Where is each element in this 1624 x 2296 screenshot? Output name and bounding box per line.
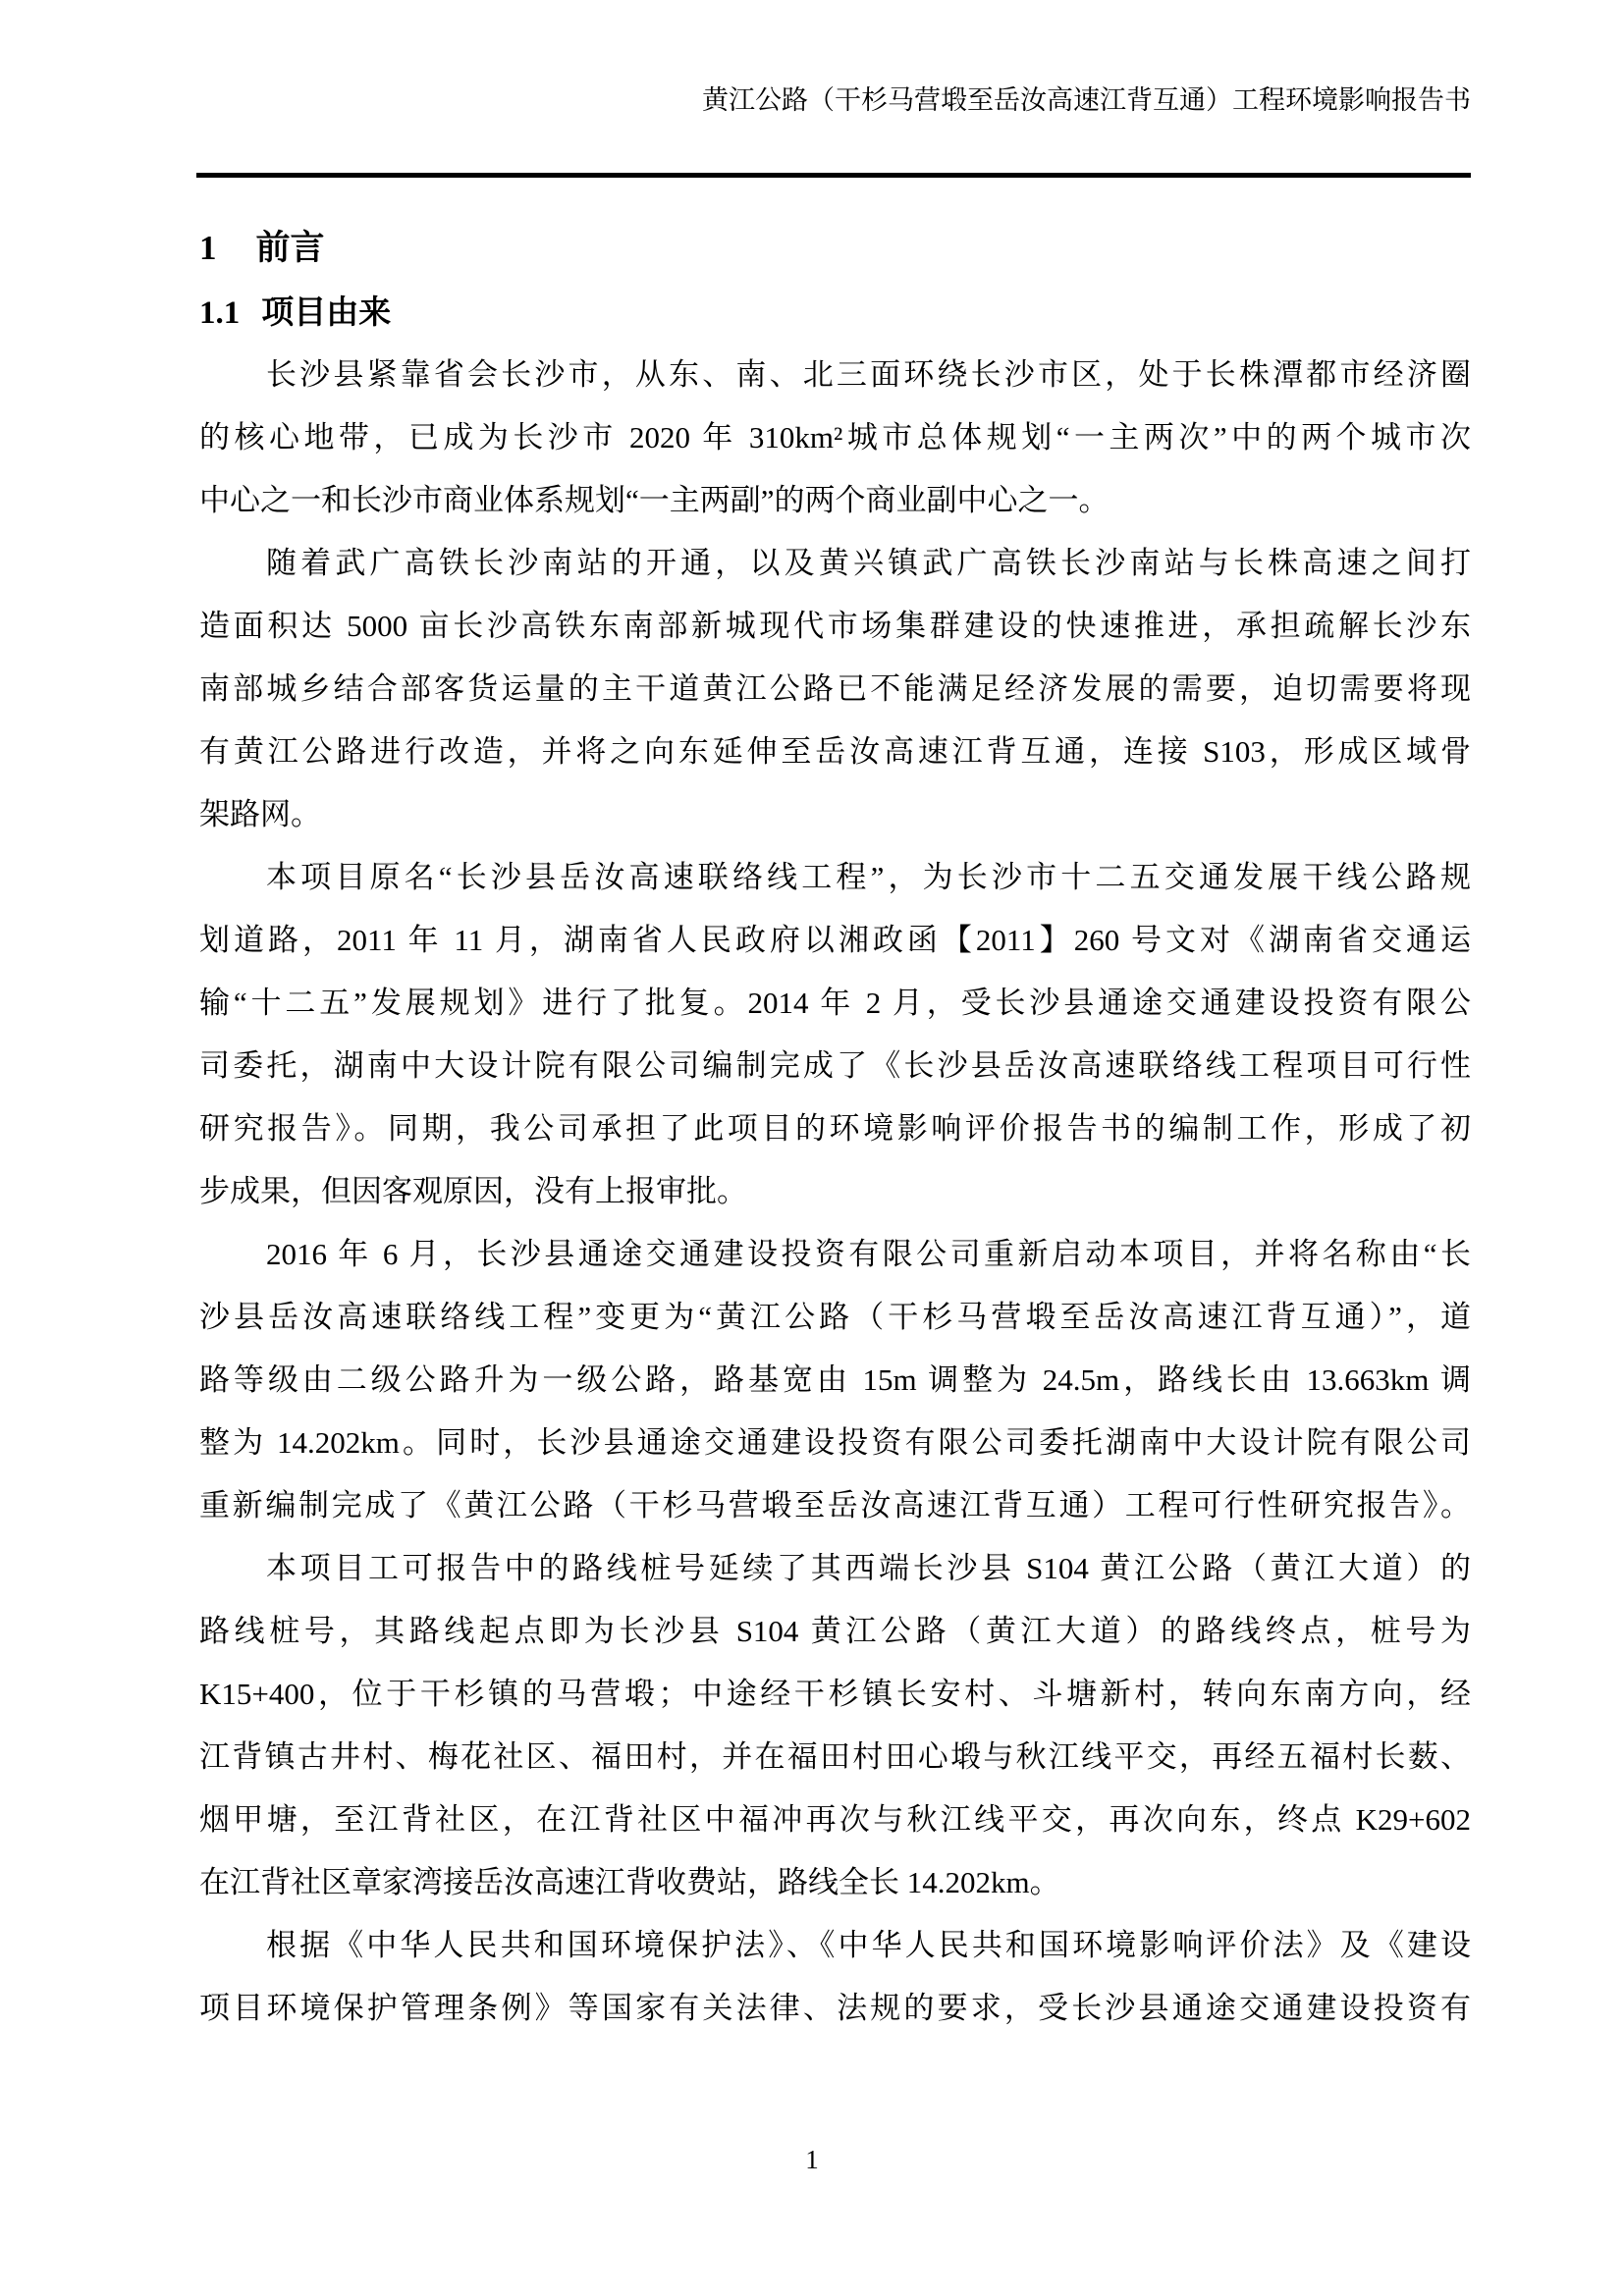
section-title: 前言 xyxy=(255,229,325,267)
body-line: 路等级由二级公路升为一级公路，路基宽由 15m 调整为 24.5m，路线长由 13.663km 调 xyxy=(199,1362,1471,1397)
page-footer xyxy=(0,2145,1624,2175)
body-line: 2016 年 6 月，长沙县通途交通建设投资有限公司重新启动本项目，并将名称由“长 xyxy=(266,1237,1471,1271)
body-line: 重新编制完成了《黄江公路（干杉马营塅至岳汝高速江背互通）工程可行性研究报告》。 xyxy=(199,1488,1471,1522)
body-line: 项目环境保护管理条例》等国家有关法律、法规的要求，受长沙县通途交通建设投资有 xyxy=(199,1991,1471,2025)
body-line: 长沙县紧靠省会长沙市，从东、南、北三面环绕长沙市区，处于长株潭都市经济圈 xyxy=(266,357,1471,392)
body-line: 输“十二五”发展规划》进行了批复。2014 年 2 月，受长沙县通途交通建设投资有限公 xyxy=(199,986,1471,1020)
body-line: 造面积达 5000 亩长沙高铁东南部新城现代市场集群建设的快速推进，承担疏解长沙东 xyxy=(199,609,1471,643)
body-line: 烟甲塘，至江背社区，在江背社区中福冲再次与秋江线平交，再次向东，终点 K29+602 xyxy=(199,1802,1471,1837)
body-line: 划道路，2011 年 11 月，湖南省人民政府以湘政函【2011】260 号文对《湖南省交通运 xyxy=(199,923,1471,957)
body-line: K15+400，位于干杉镇的马营塅；中途经干杉镇长安村、斗塘新村，转向东南方向，经 xyxy=(199,1677,1471,1711)
body-line: 本项目原名“长沙县岳汝高速联络线工程”，为长沙市十二五交通发展干线公路规 xyxy=(266,860,1471,894)
body-line: 本项目工可报告中的路线桩号延续了其西端长沙县 S104 黄江公路（黄江大道）的 xyxy=(266,1551,1471,1585)
body-line: 在江背社区章家湾接岳汝高速江背收费站，路线全长 14.202km。 xyxy=(199,1865,1060,1899)
header-rule xyxy=(196,173,1471,178)
body-line: 研究报告》。同期，我公司承担了此项目的环境影响评价报告书的编制工作，形成了初 xyxy=(199,1111,1471,1146)
section-heading xyxy=(199,216,1471,281)
subsection-title: 项目由来 xyxy=(261,294,392,330)
body-line: 南部城乡结合部客货运量的主干道黄江公路已不能满足经济发展的需要，迫切需要将现 xyxy=(199,671,1471,706)
body-line: 中心之一和长沙市商业体系规划“一主两副”的两个商业副中心之一。 xyxy=(199,483,1110,517)
body-line: 司委托，湖南中大设计院有限公司编制完成了《长沙县岳汝高速联络线工程项目可行性 xyxy=(199,1048,1471,1083)
body-line: 随着武广高铁长沙南站的开通，以及黄兴镇武广高铁长沙南站与长株高速之间打 xyxy=(266,546,1471,580)
body-line: 根据《中华人民共和国环境保护法》、《中华人民共和国环境影响评价法》及《建设 xyxy=(266,1928,1471,1962)
subsection-number: 1.1 xyxy=(199,295,241,331)
body-line: 步成果，但因客观原因，没有上报审批。 xyxy=(199,1174,747,1208)
subsection-heading xyxy=(199,281,1471,344)
body-line: 有黄江公路进行改造，并将之向东延伸至岳汝高速江背互通，连接 S103，形成区域骨 xyxy=(199,734,1471,769)
body-line: 江背镇古井村、梅花社区、福田村，并在福田村田心塅与秋江线平交，再经五福村长薮、 xyxy=(199,1739,1471,1774)
body-line: 整为 14.202km。同时，长沙县通途交通建设投资有限公司委托湖南中大设计院有限公司 xyxy=(199,1425,1471,1460)
body-line: 的核心地带，已成为长沙市 2020 年 310km²城市总体规划“一主两次”中的两个城市次 xyxy=(199,420,1471,454)
body-line: 沙县岳汝高速联络线工程”变更为“黄江公路（干杉马营塅至岳汝高速江背互通）”，道 xyxy=(199,1300,1471,1334)
body-line: 架路网。 xyxy=(199,797,321,831)
body-line: 路线桩号，其路线起点即为长沙县 S104 黄江公路（黄江大道）的路线终点，桩号为 xyxy=(199,1614,1471,1648)
document-content xyxy=(199,216,1471,2040)
page-number: 1 xyxy=(805,2145,819,2174)
document-body xyxy=(199,344,1471,2040)
running-title: 黄江公路（干杉马营塅至岳汝高速江背互通）工程环境影响报告书 xyxy=(702,85,1471,115)
section-number: 1 xyxy=(199,229,217,267)
